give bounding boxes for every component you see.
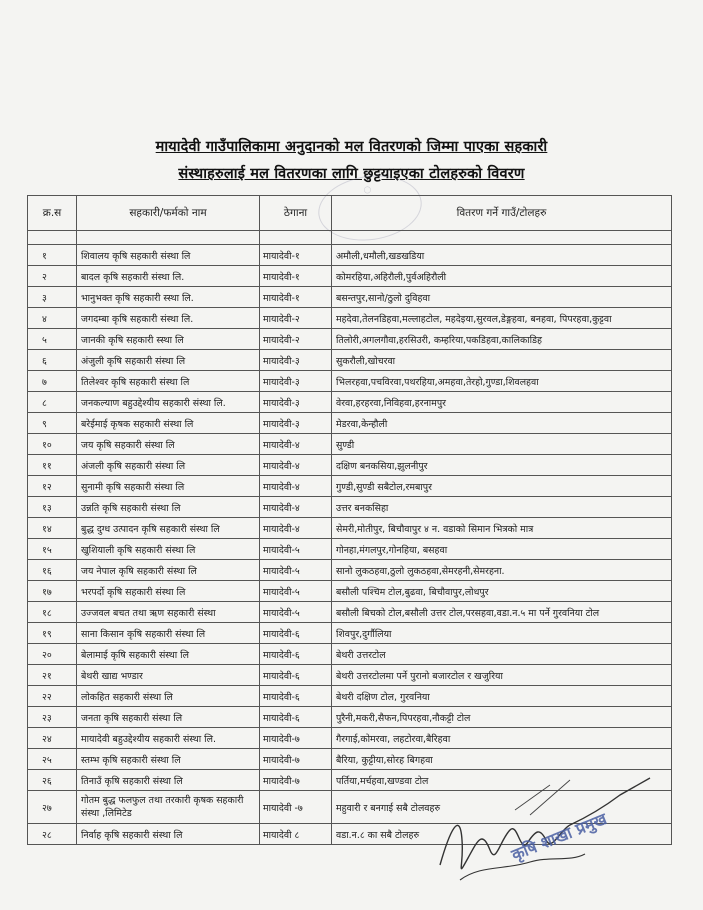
document-title-line-2: संस्थाहरुलाई मल वितरणका लागि छुट्टयाइएका टोलहरुको विवरण	[178, 166, 525, 182]
row-address-cell: मायादेवी-४	[260, 497, 332, 518]
row-area-cell: बसौली बिचको टोल,बसौली उत्तर टोल,परसहवा,वडा.न.५ मा पर्ने गुरवनिया टोल	[332, 602, 672, 623]
row-address-cell: मायादेवी-४	[260, 518, 332, 539]
table-row	[28, 287, 672, 308]
table-row	[28, 707, 672, 728]
row-area-cell: बसन्तपुर,सानो/ठुलो दुविहवा	[332, 287, 672, 308]
table-row	[28, 728, 672, 749]
row-serial-cell: ११	[28, 455, 77, 476]
row-name-cell: उज्जवल बचत तथा ऋण सहकारी संस्था	[77, 602, 260, 623]
row-serial-cell: ८	[28, 392, 77, 413]
row-name-cell: तिनाउँ कृषि सहकारी संस्था लि	[77, 770, 260, 791]
table-row	[28, 518, 672, 539]
row-area-cell: शिवपुर,दुर्गौलिया	[332, 623, 672, 644]
table-row	[28, 602, 672, 623]
row-serial-cell: १९	[28, 623, 77, 644]
row-area-cell: गोनहा,मंगलपुर,गोनहिया, बसहवा	[332, 539, 672, 560]
row-area-cell: बेथरी दक्षिण टोल, गुरवनिया	[332, 686, 672, 707]
table-row	[28, 581, 672, 602]
row-name-cell: जनता कृषि सहकारी संस्था लि	[77, 707, 260, 728]
row-serial-cell: ६	[28, 350, 77, 371]
row-address-cell: मायादेवी-६	[260, 686, 332, 707]
row-name-cell: जनकल्याण बहुउद्देश्यीय सहकारी संस्था लि.	[77, 392, 260, 413]
row-address-cell: मायादेवी-७	[260, 749, 332, 770]
row-area-cell: दक्षिण बनकसिया,झुलनीपुर	[332, 455, 672, 476]
table-row	[28, 623, 672, 644]
table-row	[28, 539, 672, 560]
row-area-cell: वेरवा,हरहरवा,निविहवा,हरनामपुर	[332, 392, 672, 413]
table-row	[28, 455, 672, 476]
row-address-cell: मायादेवी-३	[260, 371, 332, 392]
row-area-cell: बसौली पश्चिम टोल,बुढवा, बिचौवापुर,लोधपुर	[332, 581, 672, 602]
row-serial-cell: १	[28, 245, 77, 266]
row-address-cell: मायादेवी-५	[260, 539, 332, 560]
row-serial-cell: २१	[28, 665, 77, 686]
row-serial-cell: १८	[28, 602, 77, 623]
row-name-cell: सुनामी कृषि सहकारी संस्था लि	[77, 476, 260, 497]
table-row	[28, 476, 672, 497]
header-distribution-area: वितरण गर्ने गाउँ/टोलहरु	[332, 196, 672, 231]
row-address-cell: मायादेवी ८	[260, 824, 332, 845]
row-address-cell: मायादेवी-४	[260, 476, 332, 497]
row-name-cell: निर्वाह कृषि सहकारी संस्था लि	[77, 824, 260, 845]
row-area-cell: मेडरवा,केन्हौली	[332, 413, 672, 434]
row-area-cell: महुवारी र बनगाई सबै टोलवहरु	[332, 791, 672, 824]
row-serial-cell: ९	[28, 413, 77, 434]
row-address-cell: मायादेवी-४	[260, 455, 332, 476]
official-seal-text: कृषि शाखा प्रमुख	[508, 809, 610, 865]
row-address-cell: मायादेवी-६	[260, 623, 332, 644]
row-name-cell: जय नेपाल कृषि सहकारी संस्था लि	[77, 560, 260, 581]
row-area-cell: सुकरौली,खोचरवा	[332, 350, 672, 371]
row-area-cell: अमौली,धमौली,खडखडिया	[332, 245, 672, 266]
header-address: ठेगाना	[260, 196, 332, 231]
row-address-cell: मायादेवी -७	[260, 791, 332, 824]
row-area-cell: सुण्डी	[332, 434, 672, 455]
row-name-cell: बरेईमाई कृषक सहकारी संस्था लि	[77, 413, 260, 434]
table-row	[28, 434, 672, 455]
header-cooperative-name: सहकारी/फर्मको नाम	[77, 196, 260, 231]
table-row	[28, 665, 672, 686]
row-address-cell: मायादेवी-७	[260, 770, 332, 791]
row-address-cell: मायादेवी-१	[260, 266, 332, 287]
table-row	[28, 350, 672, 371]
row-serial-cell: १२	[28, 476, 77, 497]
row-address-cell: मायादेवी-६	[260, 707, 332, 728]
row-serial-cell: २६	[28, 770, 77, 791]
row-address-cell: मायादेवी-३	[260, 350, 332, 371]
row-area-cell: कोमरहिया,अहिरौली,पुर्वअहिरौली	[332, 266, 672, 287]
row-serial-cell: २५	[28, 749, 77, 770]
row-address-cell: मायादेवी-५	[260, 560, 332, 581]
row-name-cell: अंजुली कृषि सहकारी संस्था लि	[77, 350, 260, 371]
table-row	[28, 644, 672, 665]
row-area-cell: बेथरी उत्तरटोलमा पर्ने पुरानो बजारटोल र खजुरिया	[332, 665, 672, 686]
row-name-cell: बुद्ध दुग्ध उत्पादन कृषि सहकारी संस्था लि	[77, 518, 260, 539]
row-serial-cell: ७	[28, 371, 77, 392]
row-serial-cell: २४	[28, 728, 77, 749]
row-serial-cell: २८	[28, 824, 77, 845]
row-serial-cell: २२	[28, 686, 77, 707]
row-serial-cell: १५	[28, 539, 77, 560]
table-row	[28, 560, 672, 581]
row-address-cell: मायादेवी-६	[260, 644, 332, 665]
row-serial-cell: ३	[28, 287, 77, 308]
row-name-cell: बेलामाई कृषि सहकारी संस्था लि	[77, 644, 260, 665]
row-serial-cell: १६	[28, 560, 77, 581]
header-serial: क्र.स	[28, 196, 77, 231]
table-row	[28, 308, 672, 329]
table-row	[28, 749, 672, 770]
row-address-cell: मायादेवी-२	[260, 308, 332, 329]
row-serial-cell: ५	[28, 329, 77, 350]
row-name-cell: जानकी कृषि सहकारी स्स्था लि	[77, 329, 260, 350]
row-name-cell: अंजली कृषि सहकारी संस्था लि	[77, 455, 260, 476]
row-address-cell: मायादेवी-६	[260, 665, 332, 686]
table-row	[28, 371, 672, 392]
cooperative-distribution-table	[27, 195, 672, 845]
faint-office-stamp: ○	[314, 169, 426, 247]
table-row	[28, 413, 672, 434]
row-name-cell: तिलेश्वर कृषि सहकारी संस्था लि	[77, 371, 260, 392]
row-name-cell: गोतम बुद्ध फलफुल तथा तरकारी कृषक सहकारी संस्था ,लिमिटेड	[77, 791, 260, 824]
row-address-cell: मायादेवी-३	[260, 413, 332, 434]
row-serial-cell: २३	[28, 707, 77, 728]
row-address-cell: मायादेवी-५	[260, 602, 332, 623]
row-area-cell: बेथरी उत्तरटोल	[332, 644, 672, 665]
row-name-cell: बेथरी खाद्य भण्डार	[77, 665, 260, 686]
row-area-cell: पर्तिया,मर्चहवा,खण्डवा टोल	[332, 770, 672, 791]
table-row	[28, 245, 672, 266]
row-area-cell: गुण्डी,सुण्डी सबैटोल,रमबापुर	[332, 476, 672, 497]
table-row	[28, 392, 672, 413]
table-row	[28, 686, 672, 707]
row-area-cell: तिलोरी,अगलगौवा,हरसिउरी, कम्हरिया,पकडिहवा,कालिकाडिह	[332, 329, 672, 350]
row-area-cell: सानो लुकठहवा,ठुलो लुकठहवा,सेमरहनी,सेमरहना.	[332, 560, 672, 581]
row-area-cell: उत्तर बनकसिहा	[332, 497, 672, 518]
row-name-cell: शिवालय कृषि सहकारी संस्था लि	[77, 245, 260, 266]
row-name-cell: खुशियाली कृषि सहकारी संस्था लि	[77, 539, 260, 560]
row-name-cell: भानुभक्त कृषि सहकारी स्स्था लि.	[77, 287, 260, 308]
table-row	[28, 266, 672, 287]
row-address-cell: मायादेवी-१	[260, 245, 332, 266]
row-serial-cell: १७	[28, 581, 77, 602]
table-row	[28, 497, 672, 518]
row-area-cell: बैरिया, कुट्टीया,सोरह बिगहवा	[332, 749, 672, 770]
row-area-cell: गैरगाई,कोमरवा, लहटोरवा,बैरिहवा	[332, 728, 672, 749]
row-name-cell: स्तम्भ कृषि सहकारी संस्था लि	[77, 749, 260, 770]
table-header-row	[28, 196, 672, 231]
row-address-cell: मायादेवी-२	[260, 329, 332, 350]
row-name-cell: जय कृषि सहकारी संस्था लि	[77, 434, 260, 455]
row-name-cell: जगदम्बा कृषि सहकारी संस्था लि.	[77, 308, 260, 329]
row-serial-cell: २	[28, 266, 77, 287]
row-address-cell: मायादेवी-३	[260, 392, 332, 413]
row-area-cell: वडा.न.८ का सबै टोलहरु	[332, 824, 672, 845]
row-serial-cell: १०	[28, 434, 77, 455]
row-name-cell: साना किसान कृषि सहकारी संस्था लि	[77, 623, 260, 644]
row-address-cell: मायादेवी-४	[260, 434, 332, 455]
row-serial-cell: १३	[28, 497, 77, 518]
row-name-cell: मायादेवी बहुउद्देश्यीय सहकारी संस्था लि.	[77, 728, 260, 749]
row-serial-cell: २०	[28, 644, 77, 665]
row-serial-cell: ४	[28, 308, 77, 329]
row-area-cell: सेमरी,मोतीपुर, बिचौवापुर ४ न. वडाको सिमान भित्रको मात्र	[332, 518, 672, 539]
row-name-cell: उन्नति कृषि सहकारी संस्था लि	[77, 497, 260, 518]
table-spacer-row	[28, 231, 672, 245]
row-name-cell: बादल कृषि सहकारी संस्था लि.	[77, 266, 260, 287]
table-body	[28, 231, 672, 845]
table-row	[28, 329, 672, 350]
row-address-cell: मायादेवी-१	[260, 287, 332, 308]
row-serial-cell: २७	[28, 791, 77, 824]
row-area-cell: भिलरहवा,पचविरवा,पथरहिया,अमहवा,तेरहो,गुण्डा,शिवलहवा	[332, 371, 672, 392]
row-address-cell: मायादेवी-५	[260, 581, 332, 602]
row-name-cell: भरपर्दो कृषि सहकारी संस्था लि	[77, 581, 260, 602]
row-serial-cell: १४	[28, 518, 77, 539]
document-title-line-1: मायादेवी गाउँपालिकामा अनुदानको मल वितरणको जिम्मा पाएका सहकारी	[155, 139, 548, 155]
row-area-cell: पुरैनी,मकरी,सैफन,पिपरहवा,नौकट्टी टोल	[332, 707, 672, 728]
row-name-cell: लोकहित सहकारी संस्था लि	[77, 686, 260, 707]
row-area-cell: महदेवा,तेलनडिहवा,मल्लाहटोल, महदेइया,सुरवल,डेङ्गहवा, बनहवा, पिपरहवा,कुट्टवा	[332, 308, 672, 329]
row-address-cell: मायादेवी-७	[260, 728, 332, 749]
